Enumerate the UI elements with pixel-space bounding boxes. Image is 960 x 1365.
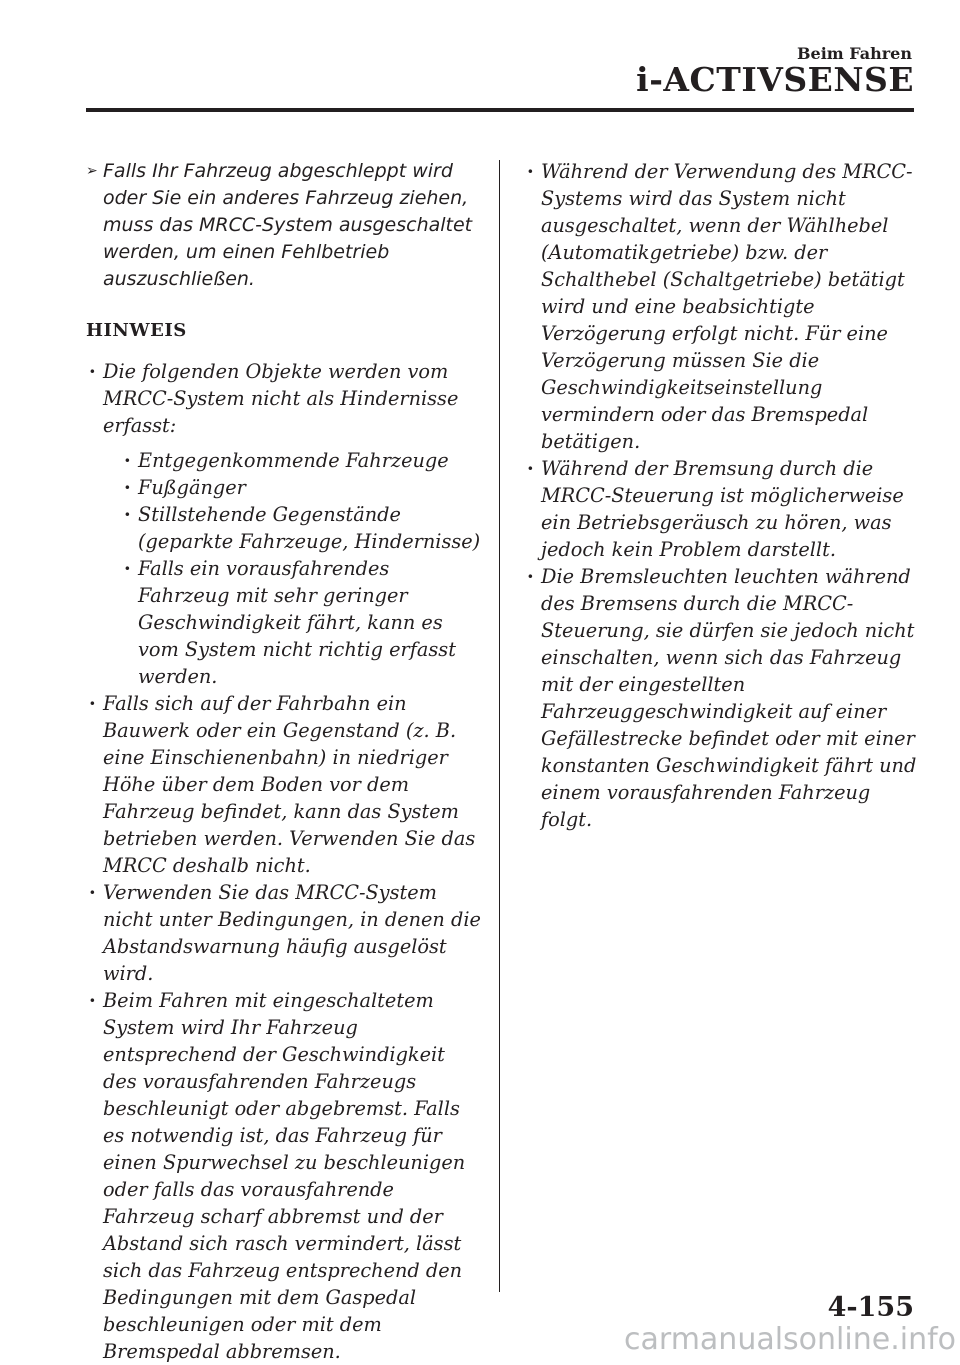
- column-divider: [499, 160, 500, 1292]
- sub-list-item: · Falls ein vorausfahrendes Fahrzeug mit sehr geringer Geschwindigkeit fährt, kann es vom System nicht richtig erfasst werden.: [119, 555, 484, 690]
- note-list-right: [524, 158, 920, 833]
- header-rule: [86, 108, 914, 112]
- section-title: Beim Fahren: [796, 44, 912, 63]
- list-item: · Während der Verwendung des MRCC-Systems wird das System nicht ausgeschaltet, wenn der Wählhebel (Automatikgetriebe) bzw. der Schalthebel (Schaltgetriebe) betätigt wird und eine beabsichtigte Verzögerung erfolgt nicht. Für eine Verzögerung müssen Sie die Geschwindigkeitseinstellung vermindern oder das Bremspedal betätigen.: [524, 158, 920, 455]
- sub-list: [119, 447, 484, 690]
- caution-note: [86, 158, 484, 293]
- chapter-title: i-ACTIVSENSE: [636, 60, 914, 99]
- list-item: · Verwenden Sie das MRCC-System nicht unter Bedingungen, in denen die Abstandswarnung häufig ausgelöst wird.: [86, 879, 484, 987]
- right-column: [524, 158, 920, 833]
- watermark: carmanualsonline.info: [624, 1322, 956, 1357]
- list-item: · Die Bremsleuchten leuchten während des Bremsens durch die MRCC-Steuerung, sie dürfen sie jedoch nicht einschalten, wenn sich das Fahrzeug mit der eingestellten Fahrzeuggeschwindigkeit auf einer Gefällestrecke befindet oder mit einer konstanten Geschwindigkeit fährt und einem vorausfahrenden Fahrzeug folgt.: [524, 563, 920, 833]
- list-item: · Falls sich auf der Fahrbahn ein Bauwerk oder ein Gegenstand (z. B. eine Einschienenbahn) in niedriger Höhe über dem Boden vor dem Fahrzeug befindet, kann das System betrieben werden. Verwenden Sie das MRCC deshalb nicht.: [86, 690, 484, 879]
- arrow-marker-icon: ➢: [86, 163, 98, 179]
- sub-list-item: · Stillstehende Gegenstände (geparkte Fahrzeuge, Hindernisse): [119, 501, 484, 555]
- sub-list-item: · Fußgänger: [119, 474, 484, 501]
- caution-text: Falls Ihr Fahrzeug abgeschleppt wird oder Sie ein anderes Fahrzeug ziehen, muss das MRCC-System ausgeschaltet werden, um einen Fehlbetrieb auszuschließen.: [103, 160, 473, 290]
- left-column: [86, 158, 484, 1365]
- note-intro: Die folgenden Objekte werden vom MRCC-System nicht als Hindernisse erfasst:: [103, 360, 459, 437]
- sub-list-item: · Entgegenkommende Fahrzeuge: [119, 447, 484, 474]
- page-number: 4-155: [827, 1292, 914, 1323]
- list-item: [86, 358, 484, 690]
- list-item: · Beim Fahren mit eingeschaltetem System wird Ihr Fahrzeug entsprechend der Geschwindigkeit des vorausfahrenden Fahrzeugs beschleunigt oder abgebremst. Falls es notwendig ist, das Fahrzeug für einen Spurwechsel zu beschleunigen oder falls das vorausfahrende Fahrzeug scharf abbremst und der Abstand sich rasch vermindert, lässt sich das Fahrzeug entsprechend den Bedingungen mit dem Gaspedal beschleunigen oder mit dem Bremspedal abbremsen.: [86, 987, 484, 1365]
- note-list-left: [86, 358, 484, 1365]
- note-heading: HINWEIS: [86, 320, 187, 341]
- list-item: · Während der Bremsung durch die MRCC-Steuerung ist möglicherweise ein Betriebsgeräusch zu hören, was jedoch kein Problem darstellt.: [524, 455, 920, 563]
